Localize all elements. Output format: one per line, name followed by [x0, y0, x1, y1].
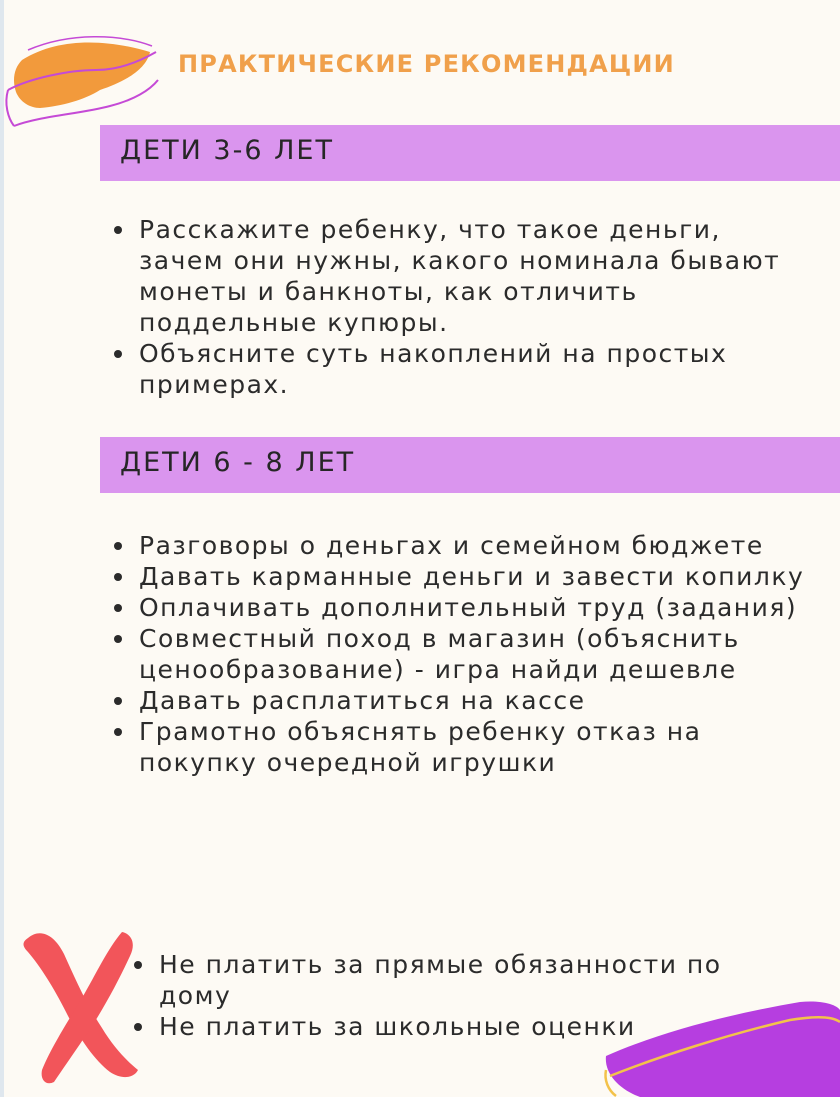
orange-brush-stroke-icon — [0, 30, 160, 130]
section-heading-label: ДЕТИ 3-6 ЛЕТ — [120, 135, 334, 166]
page-title: ПРАКТИЧЕСКИЕ РЕКОМЕНДАЦИИ — [178, 50, 675, 78]
list-item: Давать карманные деньги и завести копилку — [111, 561, 811, 592]
purple-brush-stroke-icon — [600, 1000, 840, 1097]
recommendations-list-6-8 — [111, 530, 811, 778]
list-item: Давать расплатиться на кассе — [111, 685, 811, 716]
page-left-edge — [0, 0, 4, 1097]
list-item: Грамотно объяснять ребенку отказ на покупку очередной игрушки — [111, 716, 811, 778]
list-item: Совместный поход в магазин (объяснить ценообразование) - игра найди дешевле — [111, 623, 811, 685]
section-heading-6-8 — [100, 437, 840, 493]
red-cross-mark-icon — [10, 920, 150, 1090]
list-item: Оплачивать дополнительный труд (задания) — [111, 592, 811, 623]
list-item: Не платить за школьные оценки — [131, 1011, 751, 1042]
list-item: Объясните суть накоплений на простых примерах. — [111, 338, 801, 400]
section-heading-3-6 — [100, 125, 840, 181]
list-item: Разговоры о деньгах и семейном бюджете — [111, 530, 811, 561]
list-item: Не платить за прямые обязанности по дому — [131, 949, 751, 1011]
list-item: Расскажите ребенку, что такое деньги, зачем они нужны, какого номинала бывают монеты и банкноты, как отличить поддельные купюры. — [111, 214, 801, 338]
section-heading-label: ДЕТИ 6 - 8 ЛЕТ — [120, 447, 356, 478]
recommendations-list-3-6 — [111, 214, 801, 400]
